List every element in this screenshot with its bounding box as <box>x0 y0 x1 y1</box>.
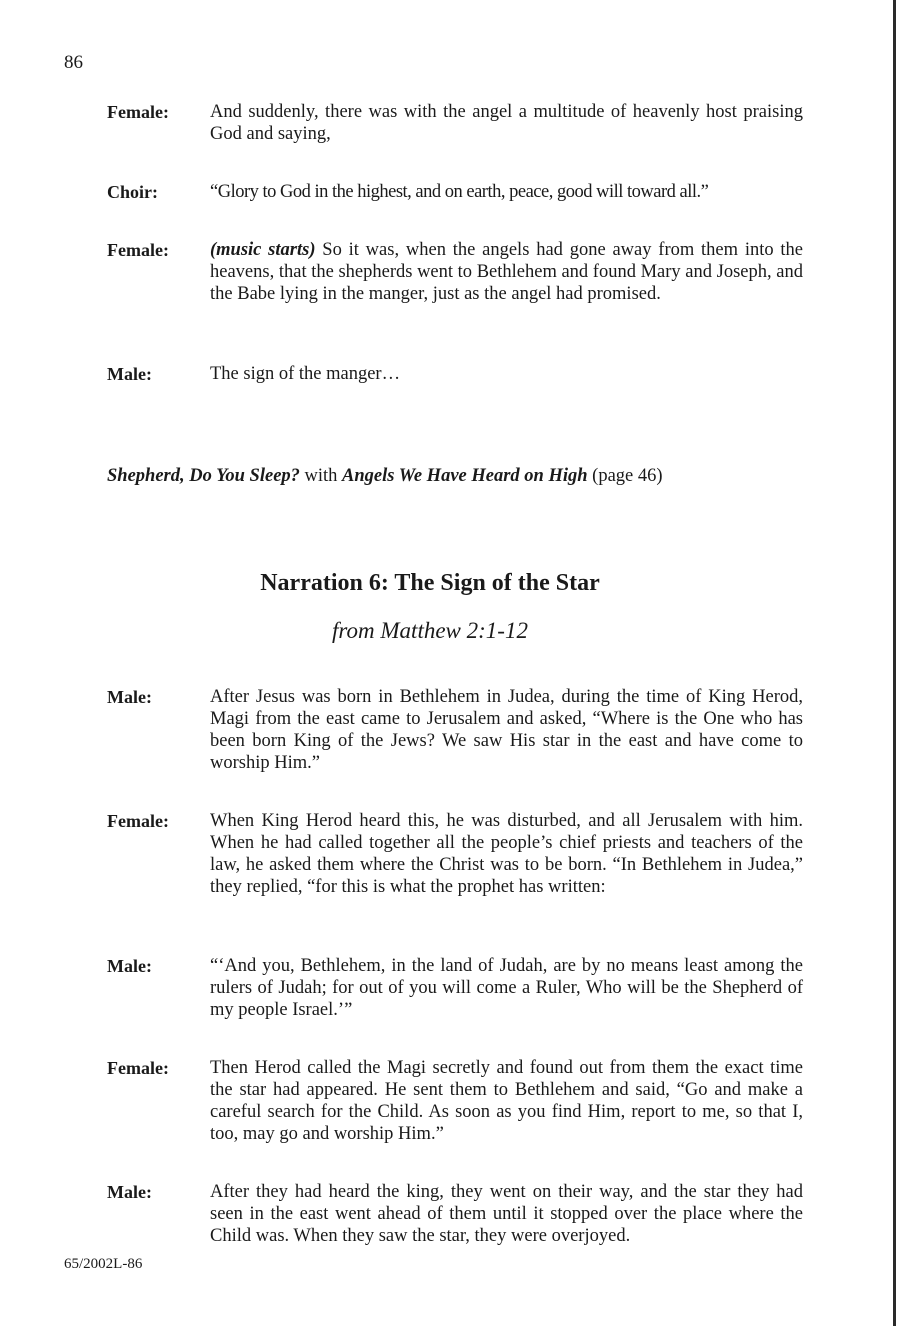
script-entry <box>107 181 803 203</box>
script-entry <box>107 1057 803 1145</box>
speaker-label: Female: <box>107 1058 169 1078</box>
line-text: Then Herod called the Magi secretly and found out from them the exact time the star had appeared. He sent them to Bethlehem and said, “Go and make a careful search for the Child. As soon as you find Him, report to me, so that I, too, may go and worship Him.” <box>210 1058 803 1144</box>
speaker-label: Female: <box>107 240 169 260</box>
script-entry <box>107 239 803 305</box>
line-text: After they had heard the king, they went on their way, and the star they had seen in the east went ahead of them until it stopped over the place where the Child was. When they saw the star, they were overjoyed. <box>210 1182 803 1246</box>
song-page-ref: (page 46) <box>587 466 663 486</box>
section-subtitle: from Matthew 2:1-12 <box>332 618 528 643</box>
script-entry <box>107 1181 803 1247</box>
song-title-2: Angels We Have Heard on High <box>342 466 588 486</box>
speaker-label: Female: <box>107 811 169 831</box>
line-text: And suddenly, there was with the angel a multitude of heavenly host praising God and saying, <box>210 102 803 144</box>
speaker-label: Male: <box>107 956 152 976</box>
speaker-label: Male: <box>107 1182 152 1202</box>
line-text: “Glory to God in the highest, and on earth, peace, good will toward all.” <box>210 182 709 202</box>
line-text: “‘And you, Bethlehem, in the land of Judah, are by no means least among the rulers of Judah; for out of you will come a Ruler, Who will be the Shepherd of my people Israel.’” <box>210 956 803 1020</box>
speaker-label: Choir: <box>107 182 158 202</box>
speaker-label: Female: <box>107 102 169 122</box>
line-text <box>210 239 803 305</box>
script-entry <box>107 955 803 1021</box>
song-title-1: Shepherd, Do You Sleep? <box>107 466 300 486</box>
song-cue <box>107 465 663 487</box>
line-body: So it was, when the angels had gone away from them into the heavens, that the shepherds went to Bethlehem and found Mary and Joseph, and the Babe lying in the manger, just as the angel had promised. <box>210 240 804 304</box>
line-text: The sign of the manger… <box>210 364 401 384</box>
speaker-label: Male: <box>107 364 152 384</box>
speaker-label: Male: <box>107 687 152 707</box>
section-title: Narration 6: The Sign of the Star <box>260 570 600 596</box>
script-entry <box>107 101 803 145</box>
footer-code: 65/2002L-86 <box>64 1256 143 1272</box>
page-edge-rule <box>893 0 896 1326</box>
script-entry <box>107 686 803 774</box>
song-connector: with <box>299 466 343 486</box>
script-entry <box>107 363 803 385</box>
script-entry <box>107 810 803 898</box>
line-text: After Jesus was born in Bethlehem in Judea, during the time of King Herod, Magi from the east came to Jerusalem and asked, “Where is the One who has been born King of the Jews? We saw His star in the east and have come to worship Him.” <box>210 687 803 773</box>
line-text: When King Herod heard this, he was disturbed, and all Jerusalem with him. When he had called together all the people’s chief priests and teachers of the law, he asked them where the Christ was to be born. “In Bethlehem in Judea,” they replied, “for this is what the prophet has written: <box>210 811 803 897</box>
page-number: 86 <box>64 52 83 73</box>
stage-direction: (music starts) <box>210 240 316 260</box>
